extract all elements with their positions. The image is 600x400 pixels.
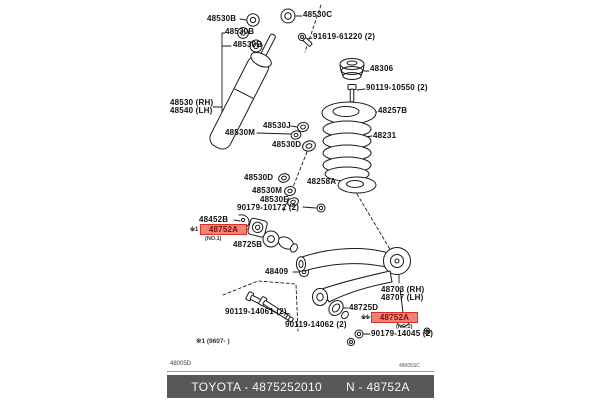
callout-48530-rh: 48530 (RH) — [170, 98, 214, 107]
callout-48409: 48409 — [265, 267, 289, 276]
callout-48258a: 48258A — [307, 177, 337, 186]
callout-no1-sub: (NO.1) — [205, 236, 222, 242]
callout-48530m-lower: 48530M — [252, 186, 283, 195]
callout-48306: 48306 — [370, 64, 394, 73]
callout-48540-lh: 48540 (LH) — [170, 106, 213, 115]
footer-catalog-number: TOYOTA - 4875252010 — [191, 379, 322, 394]
ref-mark-no1: ※1 — [190, 227, 199, 233]
callout-90119-14062: 90119-14062 (2) — [285, 320, 347, 329]
callout-48530c: 48530C — [303, 10, 333, 19]
highlighted-part-48752a-no1[interactable]: 48752A — [200, 224, 247, 235]
callout-48530j: 48530J — [263, 121, 291, 130]
footnote: ※1 (9607- ) — [196, 338, 230, 345]
callout-48530b-3: 48530B — [233, 40, 263, 49]
callout-48231: 48231 — [373, 131, 397, 140]
footer-part-reference: N - 48752A — [345, 379, 410, 394]
callout-90179-14045: 90179-14045 (2) — [371, 329, 434, 338]
callout-48530d-2: 48530D — [244, 173, 274, 182]
callout-48703-rh: 48703 (RH) — [381, 285, 425, 294]
callout-no2-sub: (NO.2) — [396, 324, 413, 330]
plate-code-right: 48005SC — [399, 363, 420, 369]
callout-91619-61220: 91619-61220 (2) — [313, 32, 376, 41]
callout-48707-lh: 48707 (LH) — [381, 293, 424, 302]
highlighted-part-48752a-no2[interactable]: 48752A — [371, 312, 418, 323]
callout-48530e: 48530E — [260, 195, 289, 204]
callout-90179-10172: 90179-10172 (2) — [237, 203, 300, 212]
callout-48725d: 48725D — [349, 303, 379, 312]
plate-code-left: 48005D — [170, 361, 192, 367]
callout-90119-10550: 90119-10550 (2) — [366, 83, 428, 92]
callout-48257b: 48257B — [378, 106, 408, 115]
callout-48725b: 48725B — [233, 240, 263, 249]
callout-48530b-1: 48530B — [207, 14, 237, 23]
plate-divider — [167, 371, 434, 372]
callout-90119-14061: 90119-14061 (2) — [225, 307, 287, 316]
callout-48452b: 48452B — [199, 215, 229, 224]
callout-48530d-1: 48530D — [272, 140, 302, 149]
ref-mark-no2: ※1 — [361, 315, 370, 321]
callout-48530m-upper: 48530M — [225, 128, 256, 137]
bump-stopper-drawing — [340, 59, 364, 103]
callout-48530b-2: 48530B — [225, 27, 255, 36]
footer-part-bar — [167, 375, 434, 398]
